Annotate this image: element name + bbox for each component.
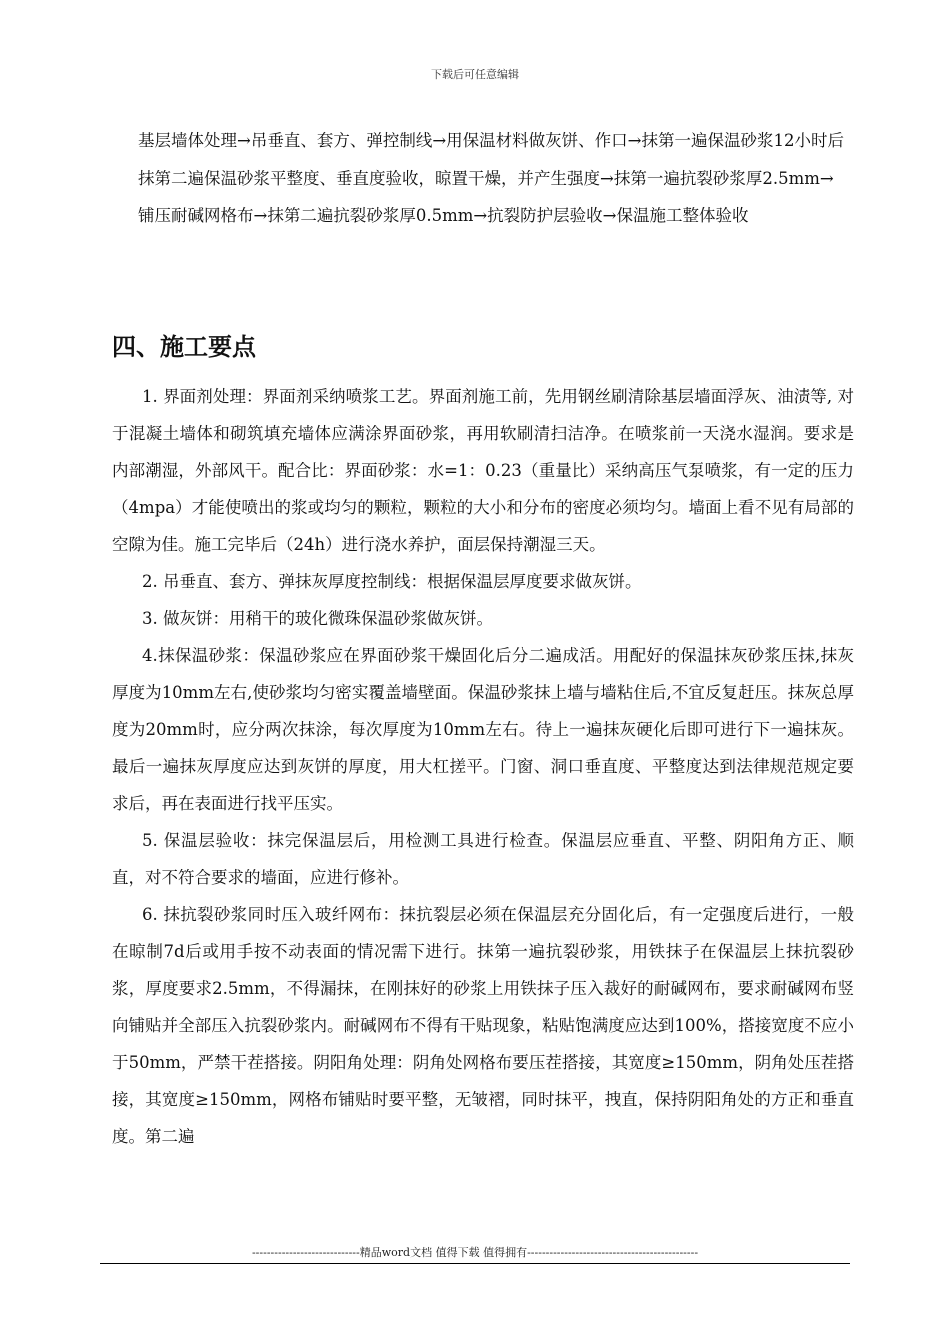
section-title: 四、施工要点 — [112, 332, 256, 361]
footer-divider — [100, 1263, 850, 1264]
construction-points-body — [112, 378, 854, 1155]
paragraph-anti-crack-mesh: 6. 抹抗裂砂浆同时压入玻纤网布：抹抗裂层必须在保温层充分固化后，有一定强度后进行，一般在晾制7d后或用手按不动表面的情况需下进行。抹第一遍抗裂砂浆，用铁抹子在保温层上抹抗裂砂浆，厚度要求2.5mm，不得漏抹，在刚抹好的砂浆上用铁抹子压入裁好的耐碱网布，要求耐碱网布竖向铺贴并全部压入抗裂砂浆内。耐碱网布不得有干贴现象，粘贴饱满度应达到100%，搭接宽度不应小于50mm，严禁干茬搭接。阴阳角处理：阴角处网格布要压茬搭接，其宽度≥150mm，阴角处压茬搭接，其宽度≥150mm，网格布铺贴时要平整，无皱褶，同时抹平，拽直，保持阴阳角处的方正和垂直度。第二遍 — [112, 905, 854, 1146]
process-flow-text: 基层墙体处理→吊垂直、套方、弹控制线→用保温材料做灰饼、作口→抹第一遍保温砂浆12小时后抹第二遍保温砂浆平整度、垂直度验收，晾置干燥，并产生强度→抹第一遍抗裂砂浆厚2.5mm→铺压耐碱网格布→抹第二遍抗裂砂浆厚0.5mm→抗裂防护层验收→保温施工整体验收 — [138, 131, 844, 225]
paragraph-insulation-mortar: 4.抹保温砂浆：保温砂浆应在界面砂浆干燥固化后分二遍成活。用配好的保温抹灰砂浆压抹,抹灰厚度为10mm左右,使砂浆均匀密实覆盖墙壁面。保温砂浆抹上墙与墙粘住后,不宜反复赶压。抹灰总厚度为20mm时，应分两次抹涂，每次厚度为10mm左右。待上一遍抹灰硬化后即可进行下一遍抹灰。最后一遍抹灰厚度应达到灰饼的厚度，用大杠搓平。门窗、洞口垂直度、平整度达到法律规范规定要求后，再在表面进行找平压实。 — [112, 646, 854, 813]
page-footer-note: -----------------------------精品word文档 值得下载 值得拥有---------------------------------------------- — [251, 1246, 699, 1259]
paragraph-insulation-acceptance: 5. 保温层验收：抹完保温层后，用检测工具进行检查。保温层应垂直、平整、阴阳角方正、顺直，对不符合要求的墙面，应进行修补。 — [112, 831, 854, 887]
page-header-note: 下载后可任意编辑 — [431, 68, 519, 81]
paragraph-plumb-control-line: 2. 吊垂直、套方、弹抹灰厚度控制线：根据保温层厚度要求做灰饼。 — [142, 572, 642, 591]
paragraph-interface-agent: 1. 界面剂处理：界面剂采纳喷浆工艺。界面剂施工前，先用钢丝刷清除基层墙面浮灰、油渍等, 对于混凝土墙体和砌筑填充墙体应满涂界面砂浆，再用软刷清扫洁净。在喷浆前一天浇水湿润。要求是内部潮湿，外部风干。配合比：界面砂浆：水=1：0.23（重量比）采纳高压气泵喷浆，有一定的压力（4mpa）才能使喷出的浆或均匀的颗粒，颗粒的大小和分布的密度必须均匀。墙面上看不见有局部的空隙为佳。施工完毕后（24h）进行浇水养护，面层保持潮湿三天。 — [112, 387, 854, 554]
paragraph-mortar-cake: 3. 做灰饼：用稍干的玻化微珠保温砂浆做灰饼。 — [142, 609, 493, 628]
